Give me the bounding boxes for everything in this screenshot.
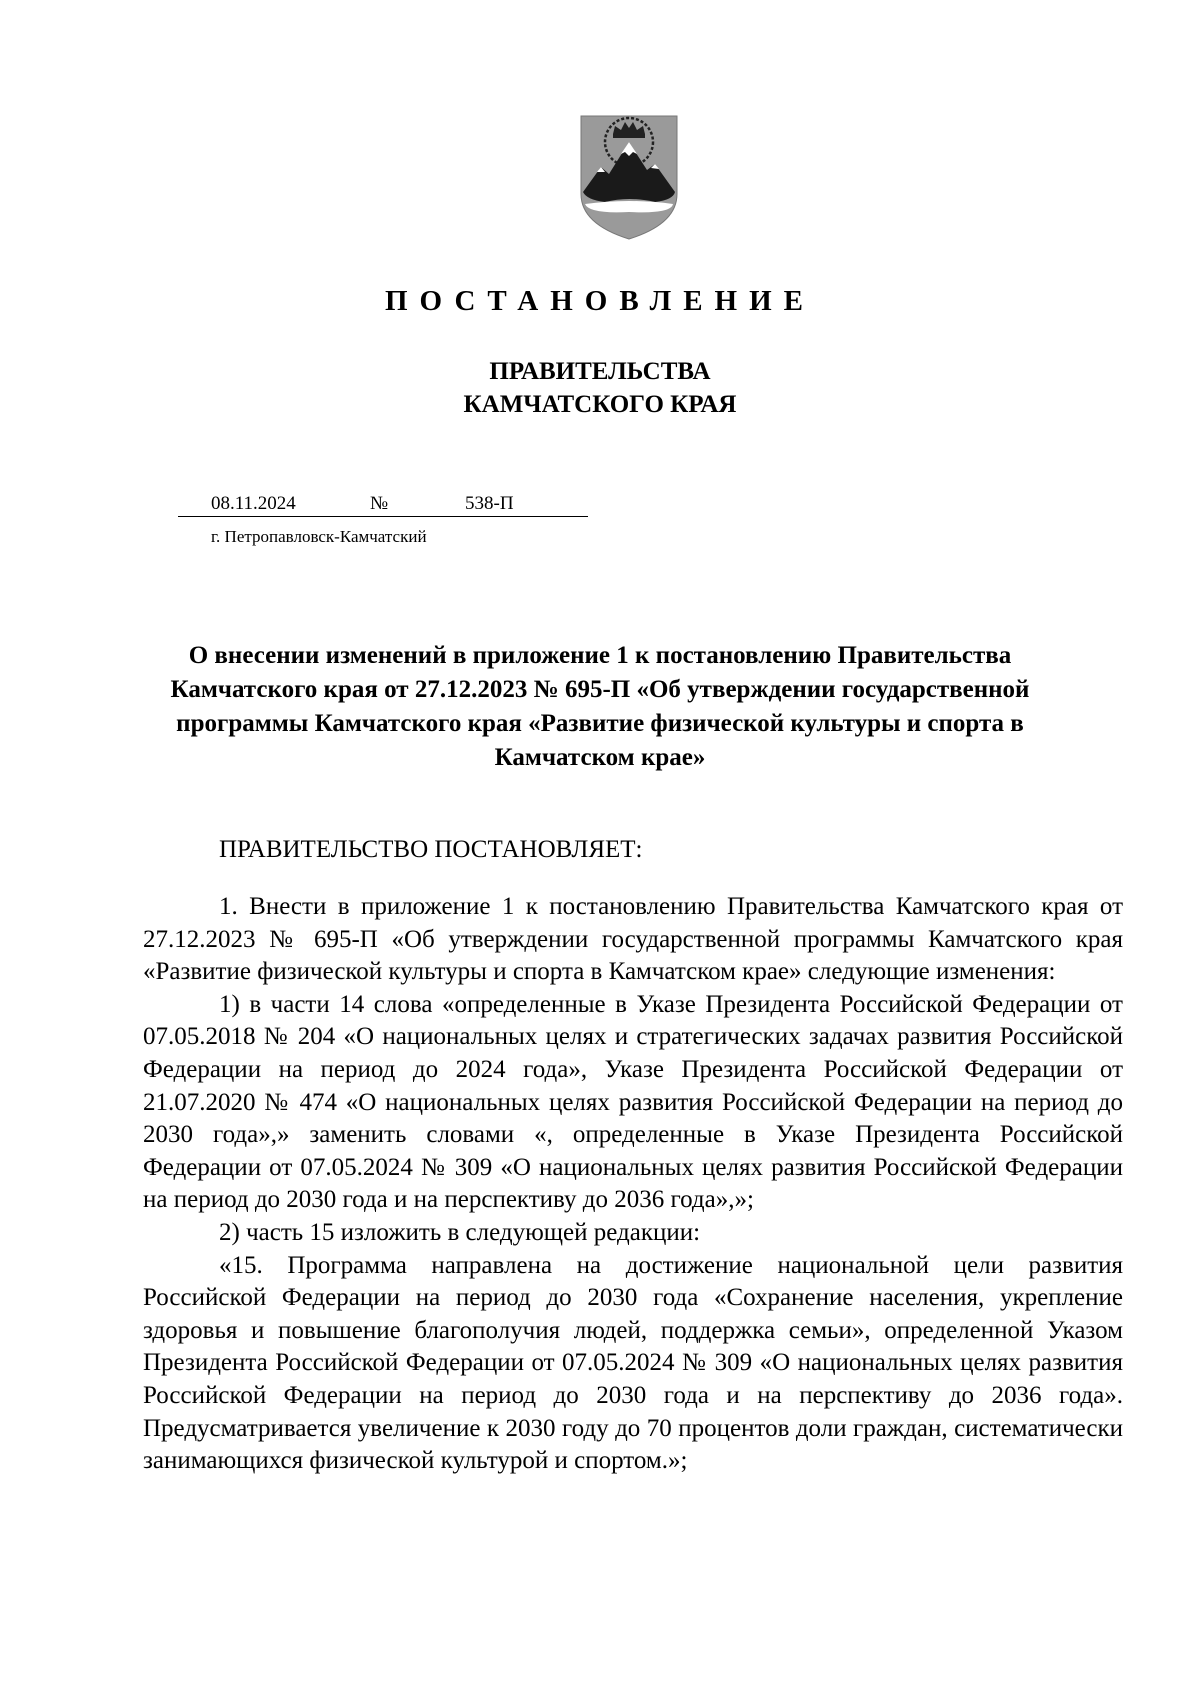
document-date: 08.11.2024: [211, 493, 296, 514]
number-sign: №: [370, 493, 389, 514]
document-type-title: ПОСТАНОВЛЕНИЕ: [384, 285, 815, 317]
document-meta: [178, 492, 588, 522]
meta-underline: [178, 516, 588, 517]
authority-line-1: ПРАВИТЕЛЬСТВА: [489, 358, 711, 385]
body-paragraph: 2) часть 15 изложить в следующей редакции:: [219, 1218, 701, 1246]
document-subject: О внесении изменений в приложение 1 к постановлению Правительства Камчатского края от 27.12.2023 № 695-П «Об утверждении государственной программы Камчатского края «Развитие физической культуры и спорта в Камчатском крае»: [170, 642, 1030, 771]
body-paragraph: 1. Внести в приложение 1 к постановлению Правительства Камчатского края от 27.12.2023 № 695-П «Об утверждении государственной программы Камчатского края «Развитие физической культуры и спорта в Камчатском крае» следующие изменения:: [143, 893, 1123, 986]
document-number: 538-П: [465, 493, 514, 514]
decree-statement: ПРАВИТЕЛЬСТВО ПОСТАНОВЛЯЕТ:: [219, 836, 643, 863]
kamchatka-coat-of-arms-icon: [575, 112, 683, 242]
document-body: [143, 891, 1123, 1478]
body-paragraph: «15. Программа направлена на достижение национальной цели развития Российской Федерации на период до 2030 года «Сохранение населения, укрепление здоровья и повышение благополучия людей, поддержка семьи», определенной Указом Президента Российской Федерации от 07.05.2024 № 309 «О национальных целях развития Российской Федерации на период до 2030 года и на перспективу до 2036 года». Предусматривается увеличение к 2030 году до 70 процентов доли граждан, систематически занимающихся физической культурой и спортом.»;: [143, 1251, 1123, 1475]
document-city: г. Петропавловск-Камчатский: [211, 527, 427, 546]
issuing-authority: [0, 355, 1200, 421]
body-paragraph: 1) в части 14 слова «определенные в Указе Президента Российской Федерации от 07.05.2018 № 204 «О национальных целях и стратегических задачах развития Российской Федерации на период до 2024 года», Указе Президента Российской Федерации от 21.07.2020 № 474 «О национальных целях развития Российской Федерации на период до 2030 года»,» заменить словами «, определенные в Указе Президента Российской Федерации от 07.05.2024 № 309 «О национальных целях развития Российской Федерации на период до 2030 года и на перспективу до 2036 года»,»;: [143, 990, 1123, 1214]
authority-line-2: КАМЧАТСКОГО КРАЯ: [463, 391, 737, 418]
